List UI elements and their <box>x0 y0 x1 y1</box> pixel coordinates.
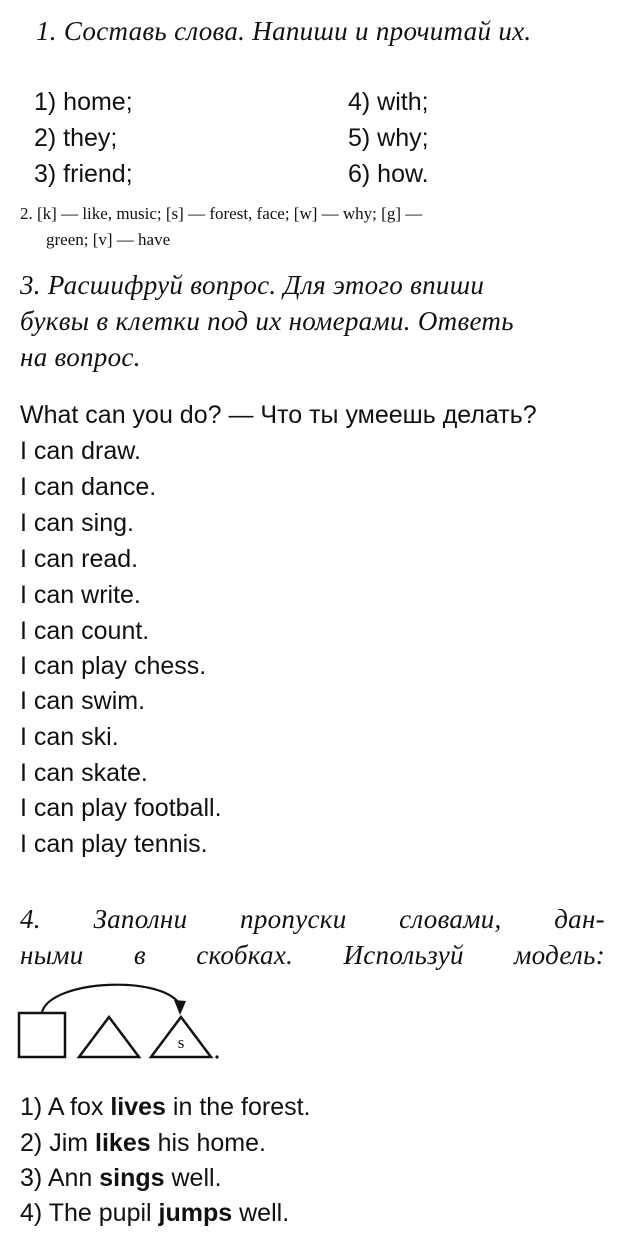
task1-answer-4: 4) with; <box>348 88 429 116</box>
sentence-answer: likes <box>95 1129 151 1157</box>
model-letter: s <box>177 1033 185 1052</box>
sentence-number: 1) <box>20 1093 43 1121</box>
sentence-text: Jim <box>49 1129 89 1157</box>
sentence-number: 4) <box>20 1199 43 1227</box>
task1-answer-1: 1) home; <box>34 88 133 116</box>
task3-answer: I can write. <box>20 581 141 609</box>
task4-sentence-4 <box>20 1199 289 1228</box>
sentence-number: 3) <box>20 1164 43 1192</box>
model-diagram <box>14 975 229 1065</box>
task3-answer: I can sing. <box>20 509 134 537</box>
task3-answer: I can count. <box>20 617 150 645</box>
task3-title-line-3: на вопрос. <box>20 342 141 372</box>
task3-answer: I can play football. <box>20 794 222 822</box>
sentence-text: his home. <box>157 1129 266 1157</box>
task4-title-word: в <box>133 940 146 970</box>
sentence-answer: jumps <box>158 1199 233 1227</box>
task3-question: What can you do? — Что ты умеешь делать? <box>20 401 537 429</box>
task1-answer-2: 2) they; <box>34 124 118 152</box>
task4-sentence-1 <box>20 1093 311 1122</box>
sentence-text: The pupil <box>48 1199 152 1227</box>
task4-sentence-3 <box>20 1164 222 1193</box>
task3-answer: I can dance. <box>20 473 157 501</box>
task3-answer: I can skate. <box>20 759 148 787</box>
task1-answer-3: 3) friend; <box>34 160 133 188</box>
model-triangle <box>79 1017 139 1057</box>
task3-answer: I can play chess. <box>20 652 207 680</box>
task4-title-word: Используй <box>343 940 464 970</box>
task2-line-2: green; [v] — have <box>46 230 171 249</box>
task3-answer: I can ski. <box>20 723 119 751</box>
model-arrow <box>42 985 180 1012</box>
task4-sentence-2 <box>20 1129 266 1158</box>
task4-title-word: 4. <box>20 904 41 934</box>
task4-title-word: скобках. <box>196 940 294 970</box>
sentence-text: well. <box>239 1199 290 1227</box>
sentence-text: A fox <box>47 1093 104 1121</box>
task3-title-line-1: 3. Расшифруй вопрос. Для этого впиши <box>20 270 485 300</box>
task1-answer-5: 5) why; <box>348 124 429 152</box>
task4-title-line-1 <box>20 904 605 935</box>
task3-answer: I can draw. <box>20 437 141 465</box>
task4-title-line-2 <box>20 940 605 971</box>
task3-answer: I can read. <box>20 545 139 573</box>
task4-title-word: Заполни <box>93 904 188 934</box>
task4-title-word: словами, <box>399 904 502 934</box>
sentence-answer: sings <box>99 1164 165 1192</box>
task4-title-word: ными <box>20 940 84 970</box>
sentence-answer: lives <box>110 1093 166 1121</box>
task3-answer: I can swim. <box>20 687 146 715</box>
sentence-text: in the forest. <box>172 1093 311 1121</box>
task4-title-word: дан- <box>554 904 605 934</box>
task4-title-word: пропуски <box>240 904 347 934</box>
task3-answer: I can play tennis. <box>20 830 208 858</box>
model-square <box>19 1013 65 1057</box>
task3-title-line-2: буквы в клетки под их номерами. Ответь <box>20 306 514 336</box>
sentence-text: well. <box>171 1164 222 1192</box>
arrow-head-icon <box>174 1000 186 1015</box>
task4-title-word: модель: <box>514 940 605 970</box>
task1-title: 1. Составь слова. Напиши и прочитай их. <box>36 16 532 46</box>
task1-answer-6: 6) how. <box>348 160 429 188</box>
model-period <box>215 1055 218 1058</box>
sentence-number: 2) <box>20 1129 43 1157</box>
sentence-text: Ann <box>47 1164 93 1192</box>
task2-line-1: 2. [k] — like, music; [s] — forest, face; [w] — why; [g] — <box>20 204 423 223</box>
